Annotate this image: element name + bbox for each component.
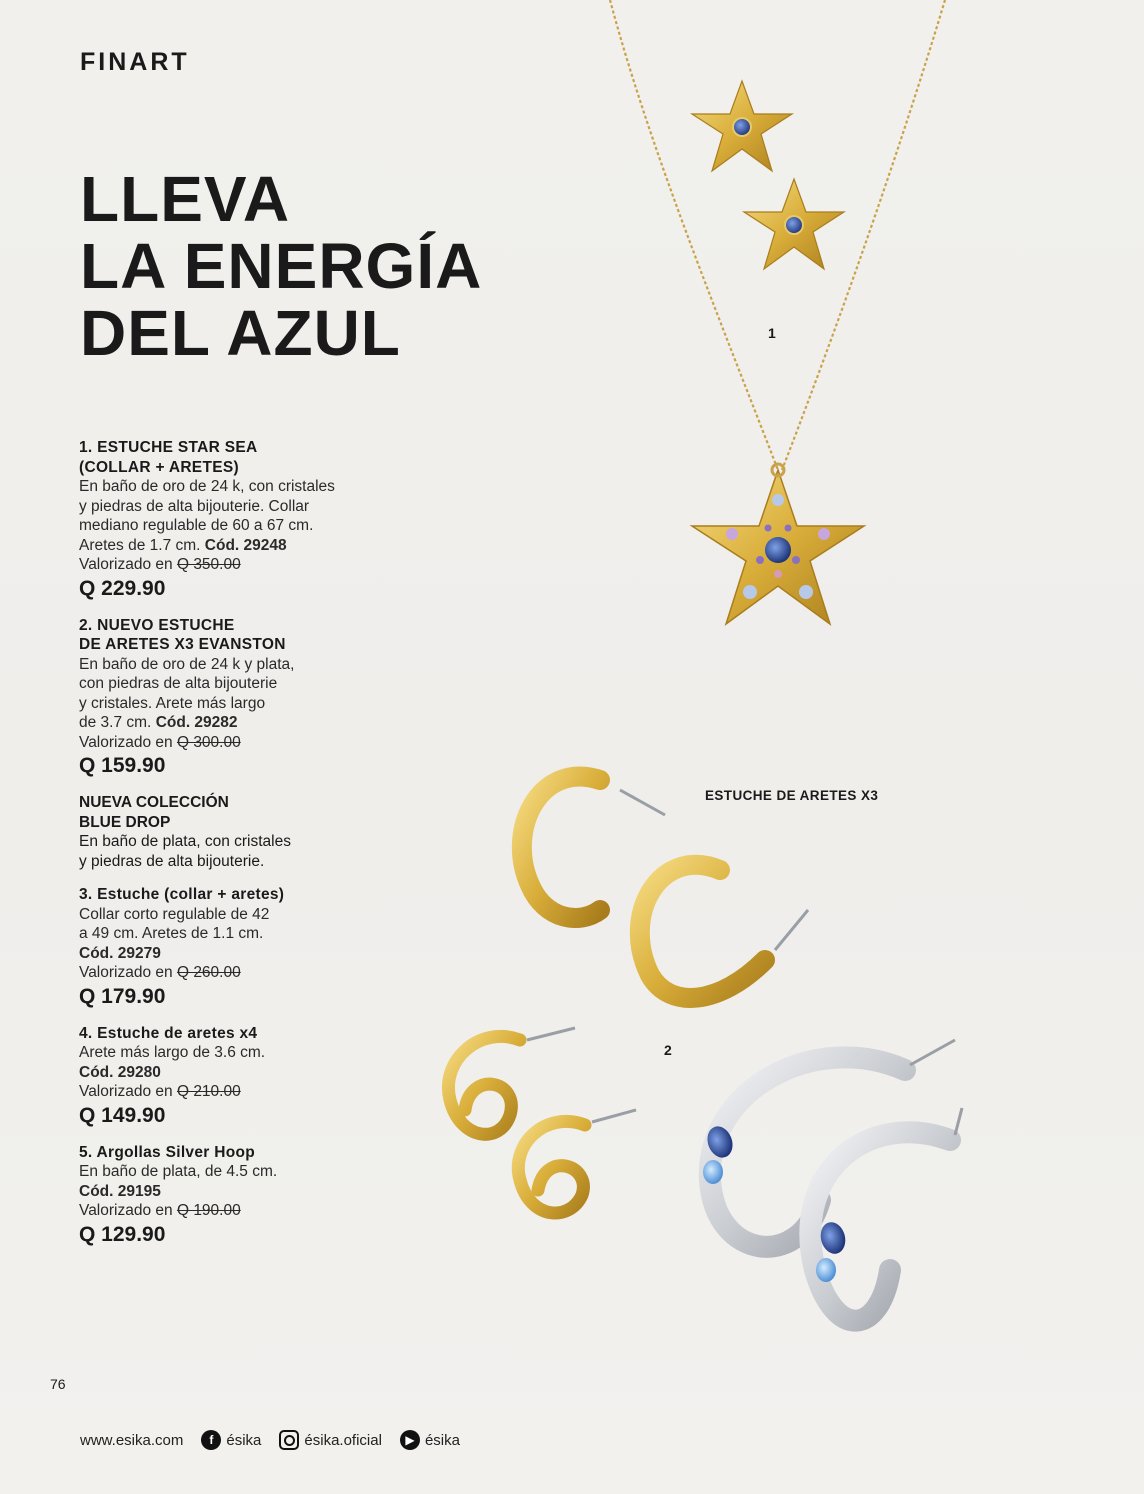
collection-title: NUEVA COLECCIÓN xyxy=(79,794,229,811)
product-desc: Arete más largo de 3.6 cm. xyxy=(79,1044,266,1061)
collection-desc: En baño de plata, con cristales xyxy=(79,833,291,850)
product-price: Q 229.90 xyxy=(79,576,166,600)
headline-line: LA ENERGÍA xyxy=(80,230,483,302)
product-price: Q 149.90 xyxy=(79,1103,166,1127)
headline-line: DEL AZUL xyxy=(80,297,401,369)
youtube-icon: ▶ xyxy=(400,1430,420,1450)
youtube-link[interactable] xyxy=(400,1430,460,1450)
product-title: 2. NUEVO ESTUCHE xyxy=(79,616,235,634)
product-price: Q 179.90 xyxy=(79,984,166,1008)
valued-price: Q 300.00 xyxy=(176,733,241,751)
product-desc: y cristales. Arete más largo xyxy=(79,694,266,712)
valued-label: Valorizado en xyxy=(79,733,173,751)
product-title: 3. Estuche (collar + aretes) xyxy=(79,886,285,903)
facebook-handle: ésika xyxy=(226,1431,262,1449)
product-desc: En baño de oro de 24 k, con cristales xyxy=(79,478,335,495)
headline-line: LLEVA xyxy=(80,163,291,235)
brand-title: FINART xyxy=(80,48,190,76)
footer xyxy=(80,1426,460,1454)
product-desc: de 3.7 cm. xyxy=(79,714,152,731)
facebook-link[interactable] xyxy=(201,1430,261,1450)
product-marker-2: 2 xyxy=(664,1042,672,1058)
valued-label: Valorizado en xyxy=(79,1202,173,1219)
product-item xyxy=(79,438,419,602)
product-price: Q 129.90 xyxy=(79,1222,166,1246)
product-marker-1: 1 xyxy=(768,325,776,341)
product-price: Q 159.90 xyxy=(79,754,166,777)
product-code: Cód. 29195 xyxy=(79,1182,161,1200)
instagram-handle: ésika.oficial xyxy=(304,1431,382,1449)
silver-hoop-2 xyxy=(810,1108,962,1321)
collection-desc: y piedras de alta bijouterie. xyxy=(79,852,265,870)
valued-label: Valorizado en xyxy=(79,1083,173,1100)
product-title: 4. Estuche de aretes x4 xyxy=(79,1024,258,1042)
product-code: Cód. 29280 xyxy=(79,1063,161,1081)
product-item xyxy=(79,885,419,1010)
valued-price: Q 350.00 xyxy=(176,556,241,573)
product-desc: En baño de plata, de 4.5 cm. xyxy=(79,1163,278,1180)
instagram-icon xyxy=(279,1430,299,1450)
product-desc: mediano regulable de 60 a 67 cm. xyxy=(79,517,314,534)
valued-price: Q 260.00 xyxy=(176,964,241,981)
product-code: Cód. 29282 xyxy=(155,714,238,731)
collection-header xyxy=(79,793,419,871)
valued-label: Valorizado en xyxy=(79,964,173,981)
star-pendant xyxy=(692,464,864,624)
page-number: 76 xyxy=(50,1376,66,1392)
instagram-link[interactable] xyxy=(279,1430,382,1450)
product-desc: Aretes de 1.7 cm. xyxy=(79,536,201,554)
gold-twist-earring-2 xyxy=(518,1110,636,1213)
product-item xyxy=(79,1024,419,1129)
facebook-icon: f xyxy=(201,1430,221,1450)
product-desc: con piedras de alta bijouterie xyxy=(79,675,278,692)
product-desc: a 49 cm. Aretes de 1.1 cm. xyxy=(79,925,264,942)
product-desc: En baño de oro de 24 k y plata, xyxy=(79,655,295,673)
star-earring-2 xyxy=(744,179,844,269)
product-title: 1. ESTUCHE STAR SEA xyxy=(79,439,258,456)
product-code: Cód. 29279 xyxy=(79,944,161,962)
product-title: (COLLAR + ARETES) xyxy=(79,458,239,476)
valued-price: Q 210.00 xyxy=(176,1083,241,1100)
product-desc: y piedras de alta bijouterie. Collar xyxy=(79,497,310,515)
product-title: 5. Argollas Silver Hoop xyxy=(79,1143,256,1161)
product-title: DE ARETES X3 EVANSTON xyxy=(79,636,286,653)
youtube-handle: ésika xyxy=(424,1431,460,1449)
valued-price: Q 190.00 xyxy=(176,1202,241,1219)
product-item xyxy=(79,616,419,780)
headline xyxy=(80,163,483,369)
set-label: ESTUCHE DE ARETES X3 xyxy=(705,788,879,803)
website-link[interactable]: www.esika.com xyxy=(80,1431,184,1449)
valued-label: Valorizado en xyxy=(79,556,173,573)
product-code: Cód. 29248 xyxy=(204,536,287,554)
collection-title: BLUE DROP xyxy=(79,813,171,831)
product-item xyxy=(79,1143,419,1248)
product-list xyxy=(79,438,419,1262)
product-desc: Collar corto regulable de 42 xyxy=(79,905,270,923)
star-earring-1 xyxy=(692,81,792,171)
gold-hoop-2 xyxy=(640,865,808,998)
